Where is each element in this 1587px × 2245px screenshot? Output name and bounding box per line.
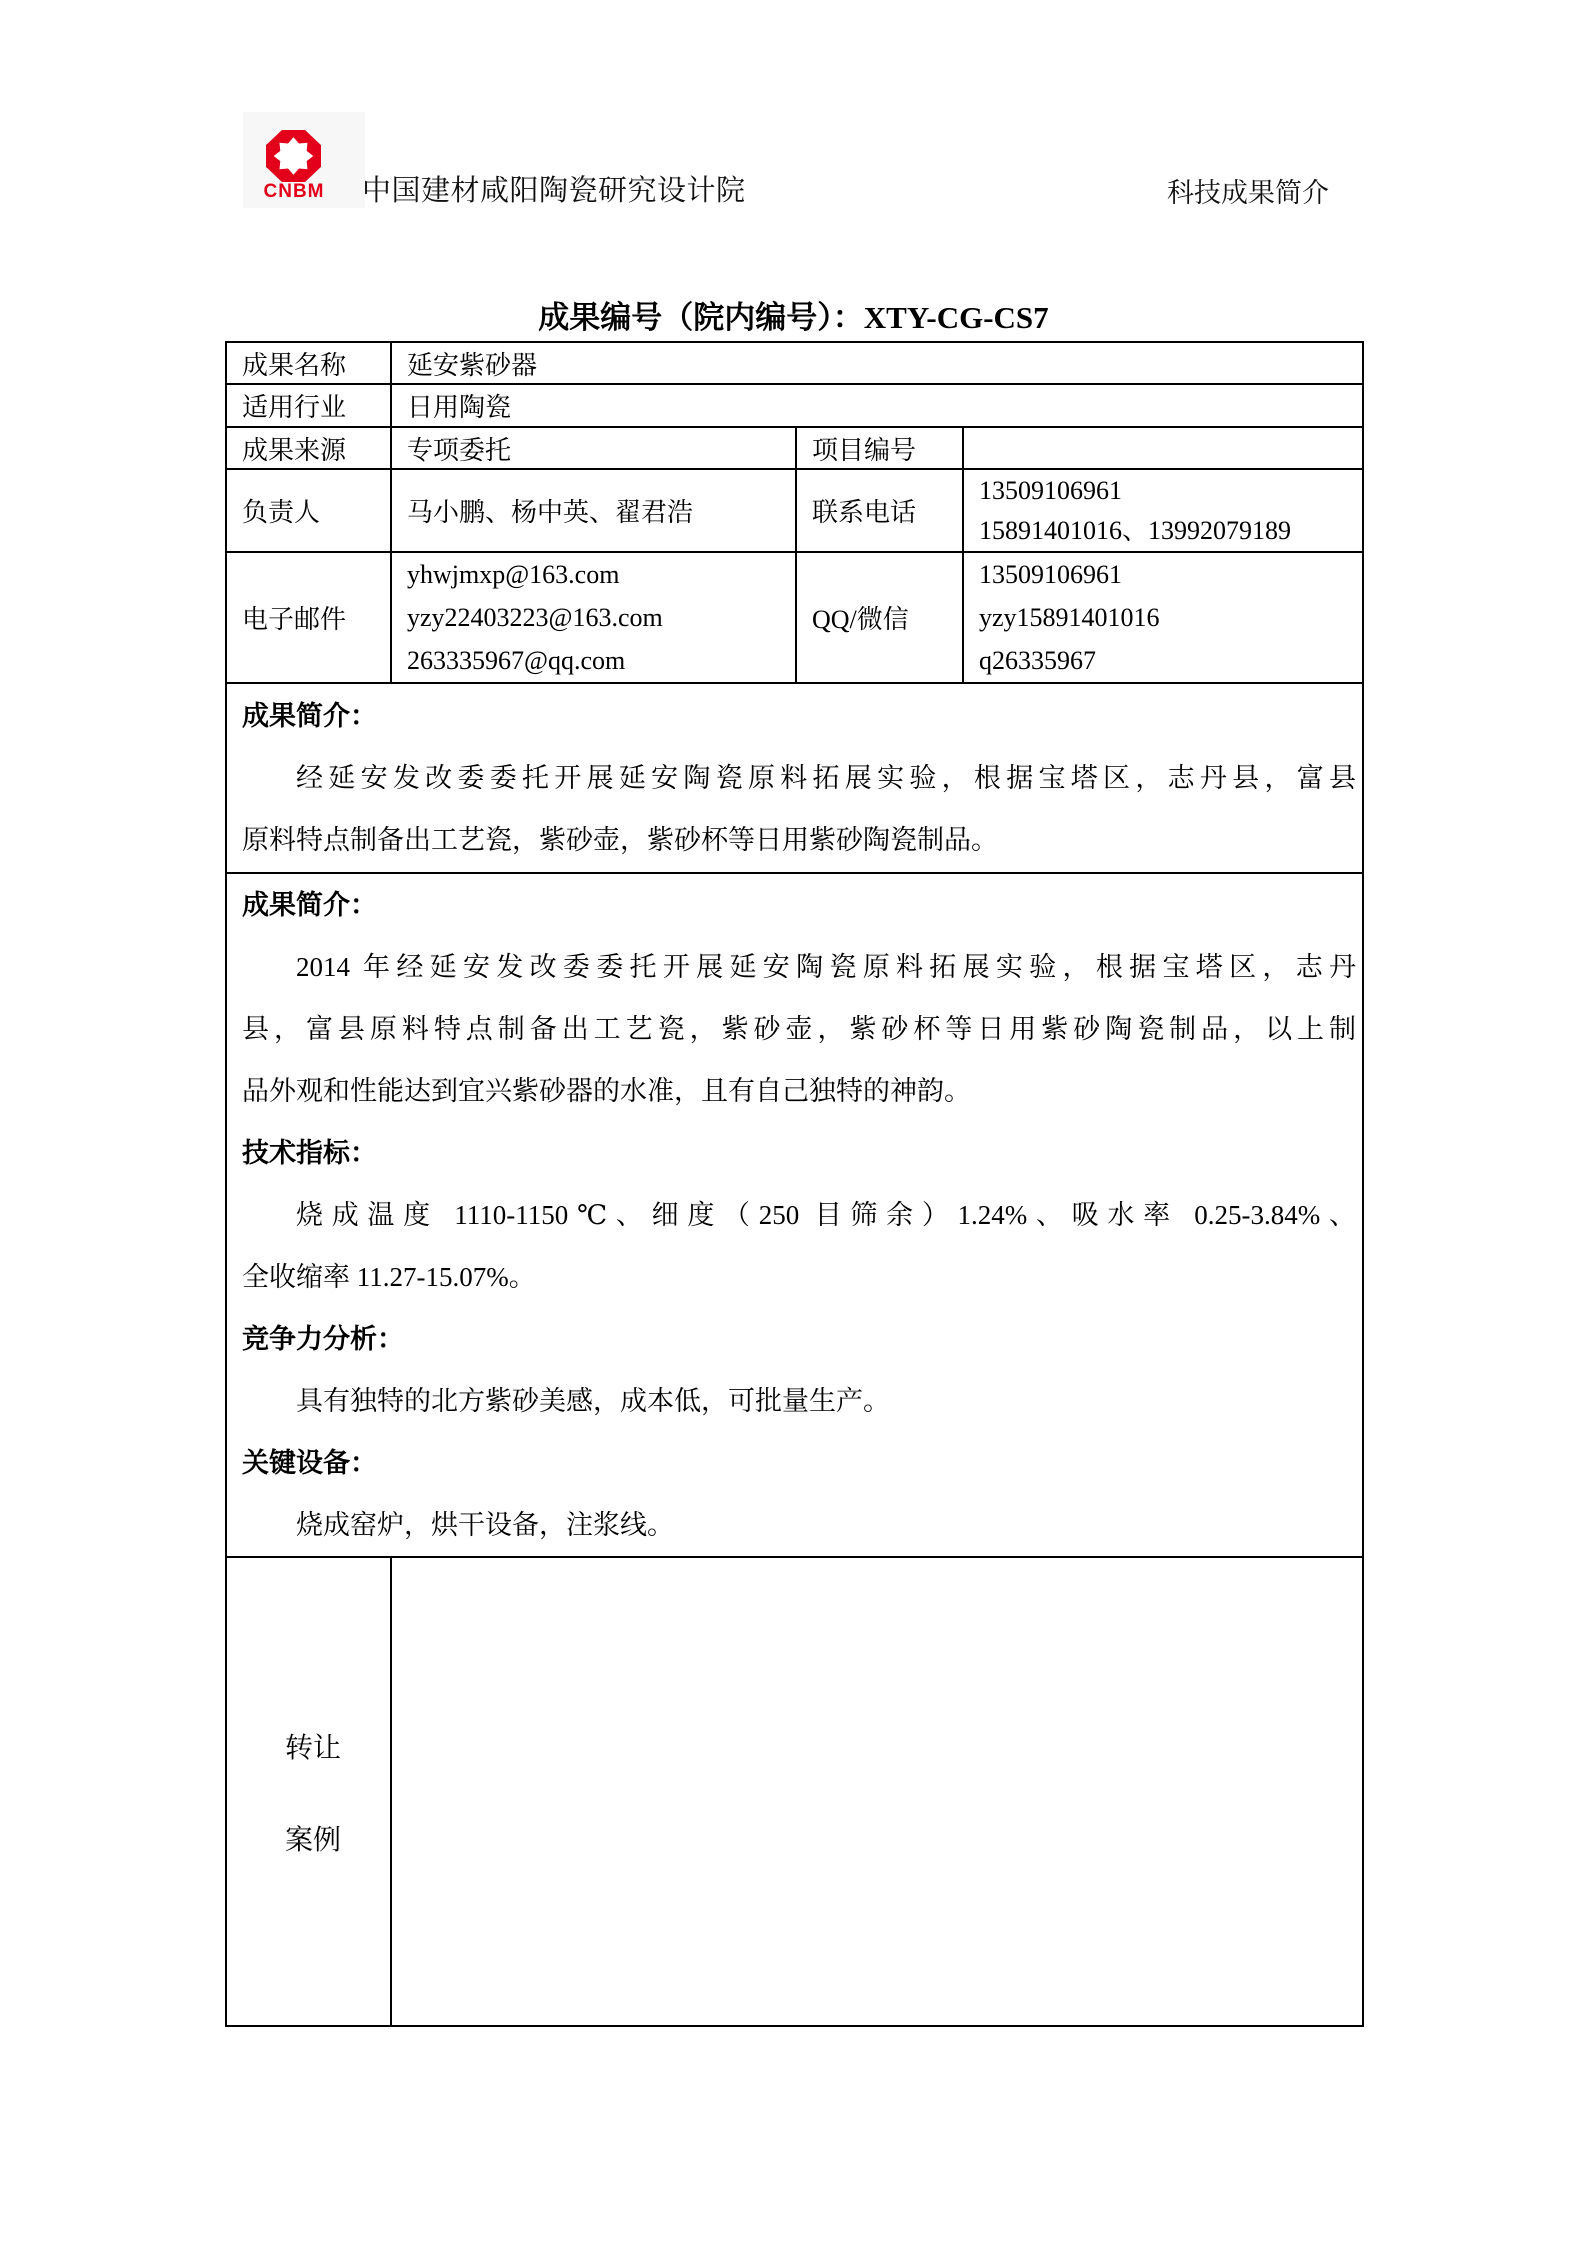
email-line: 263335967@qq.com <box>407 646 626 675</box>
section-heading: 关键设备： <box>242 1448 377 1478</box>
section-line: 烧成窑炉，烘干设备，注浆线。 <box>296 1510 674 1540</box>
table-row <box>226 552 1363 683</box>
leader-label: 负责人 <box>226 469 391 552</box>
result-name-label: 成果名称 <box>226 342 391 384</box>
industry-label: 适用行业 <box>226 384 391 427</box>
phone-line: 15891401016、13992079189 <box>979 515 1292 545</box>
section-line: 县，富县原料特点制备出工艺瓷，紫砂壶，紫砂杯等日用紫砂陶瓷制品，以上制 <box>242 1014 1357 1044</box>
transfer-case-label-cell <box>226 1557 391 2026</box>
logo-acronym: CNBM <box>263 181 325 202</box>
document-type-label: 科技成果简介 <box>1167 178 1329 208</box>
section-line: 全收缩率 11.27-15.07%。 <box>242 1262 536 1292</box>
phone-label: 联系电话 <box>796 469 963 552</box>
table-row <box>226 384 1363 427</box>
project-no-value <box>963 427 1363 469</box>
table-row <box>226 683 1363 873</box>
transfer-case-content-cell <box>391 1557 1363 2026</box>
email-value <box>391 552 796 683</box>
achievement-info-table <box>225 341 1364 2027</box>
section-line: 经延安发改委委托开展延安陶瓷原料拓展实验，根据宝塔区，志丹县，富县 <box>296 763 1357 793</box>
section-line: 2014 年经延安发改委委托开展延安陶瓷原料拓展实验，根据宝塔区，志丹 <box>296 952 1357 982</box>
source-label: 成果来源 <box>226 427 391 469</box>
table-row <box>226 469 1363 552</box>
result-name-value: 延安紫砂器 <box>391 342 1363 384</box>
source-value: 专项委托 <box>391 427 796 469</box>
section-line: 品外观和性能达到宜兴紫砂器的水准，且有自己独特的神韵。 <box>242 1076 971 1106</box>
phone-value <box>963 469 1363 552</box>
phone-line: 13509106961 <box>979 475 1122 505</box>
qq-line: 13509106961 <box>979 560 1122 589</box>
section-line: 烧成温度 1110-1150℃、细度（250 目筛余）1.24%、吸水率 0.25-3.84%、 <box>296 1200 1357 1230</box>
qq-line: yzy15891401016 <box>979 603 1160 632</box>
transfer-label-line: 转让 <box>284 1732 341 1764</box>
qq-wechat-value <box>963 552 1363 683</box>
cnbm-octagon-logo-icon <box>266 130 321 182</box>
section-heading: 竞争力分析： <box>242 1324 404 1354</box>
section-line: 原料特点制备出工艺瓷，紫砂壶，紫砂杯等日用紫砂陶瓷制品。 <box>242 825 998 855</box>
section-heading: 技术指标： <box>242 1138 377 1168</box>
detail-sections <box>226 873 1363 1557</box>
transfer-label-line: 案例 <box>284 1824 341 1856</box>
section-heading: 成果简介： <box>242 890 377 920</box>
summary-section-1 <box>226 683 1363 873</box>
qq-line: q26335967 <box>979 646 1096 675</box>
email-line: yhwjmxp@163.com <box>407 560 620 589</box>
industry-value: 日用陶瓷 <box>391 384 1363 427</box>
organization-name: 中国建材咸阳陶瓷研究设计院 <box>362 175 746 207</box>
page-title: 成果编号（院内编号）：XTY-CG-CS7 <box>538 300 1049 335</box>
section-heading: 成果简介： <box>242 701 377 731</box>
table-row <box>226 1557 1363 2026</box>
qq-wechat-label: QQ/微信 <box>796 552 963 683</box>
email-label: 电子邮件 <box>226 552 391 683</box>
table-row <box>226 342 1363 384</box>
table-row <box>226 427 1363 469</box>
leader-value: 马小鹏、杨中英、翟君浩 <box>391 469 796 552</box>
project-no-label: 项目编号 <box>796 427 963 469</box>
email-line: yzy22403223@163.com <box>407 603 663 632</box>
section-line: 具有独特的北方紫砂美感，成本低，可批量生产。 <box>296 1386 890 1416</box>
table-row <box>226 873 1363 1557</box>
cnbm-star-icon <box>274 137 314 174</box>
